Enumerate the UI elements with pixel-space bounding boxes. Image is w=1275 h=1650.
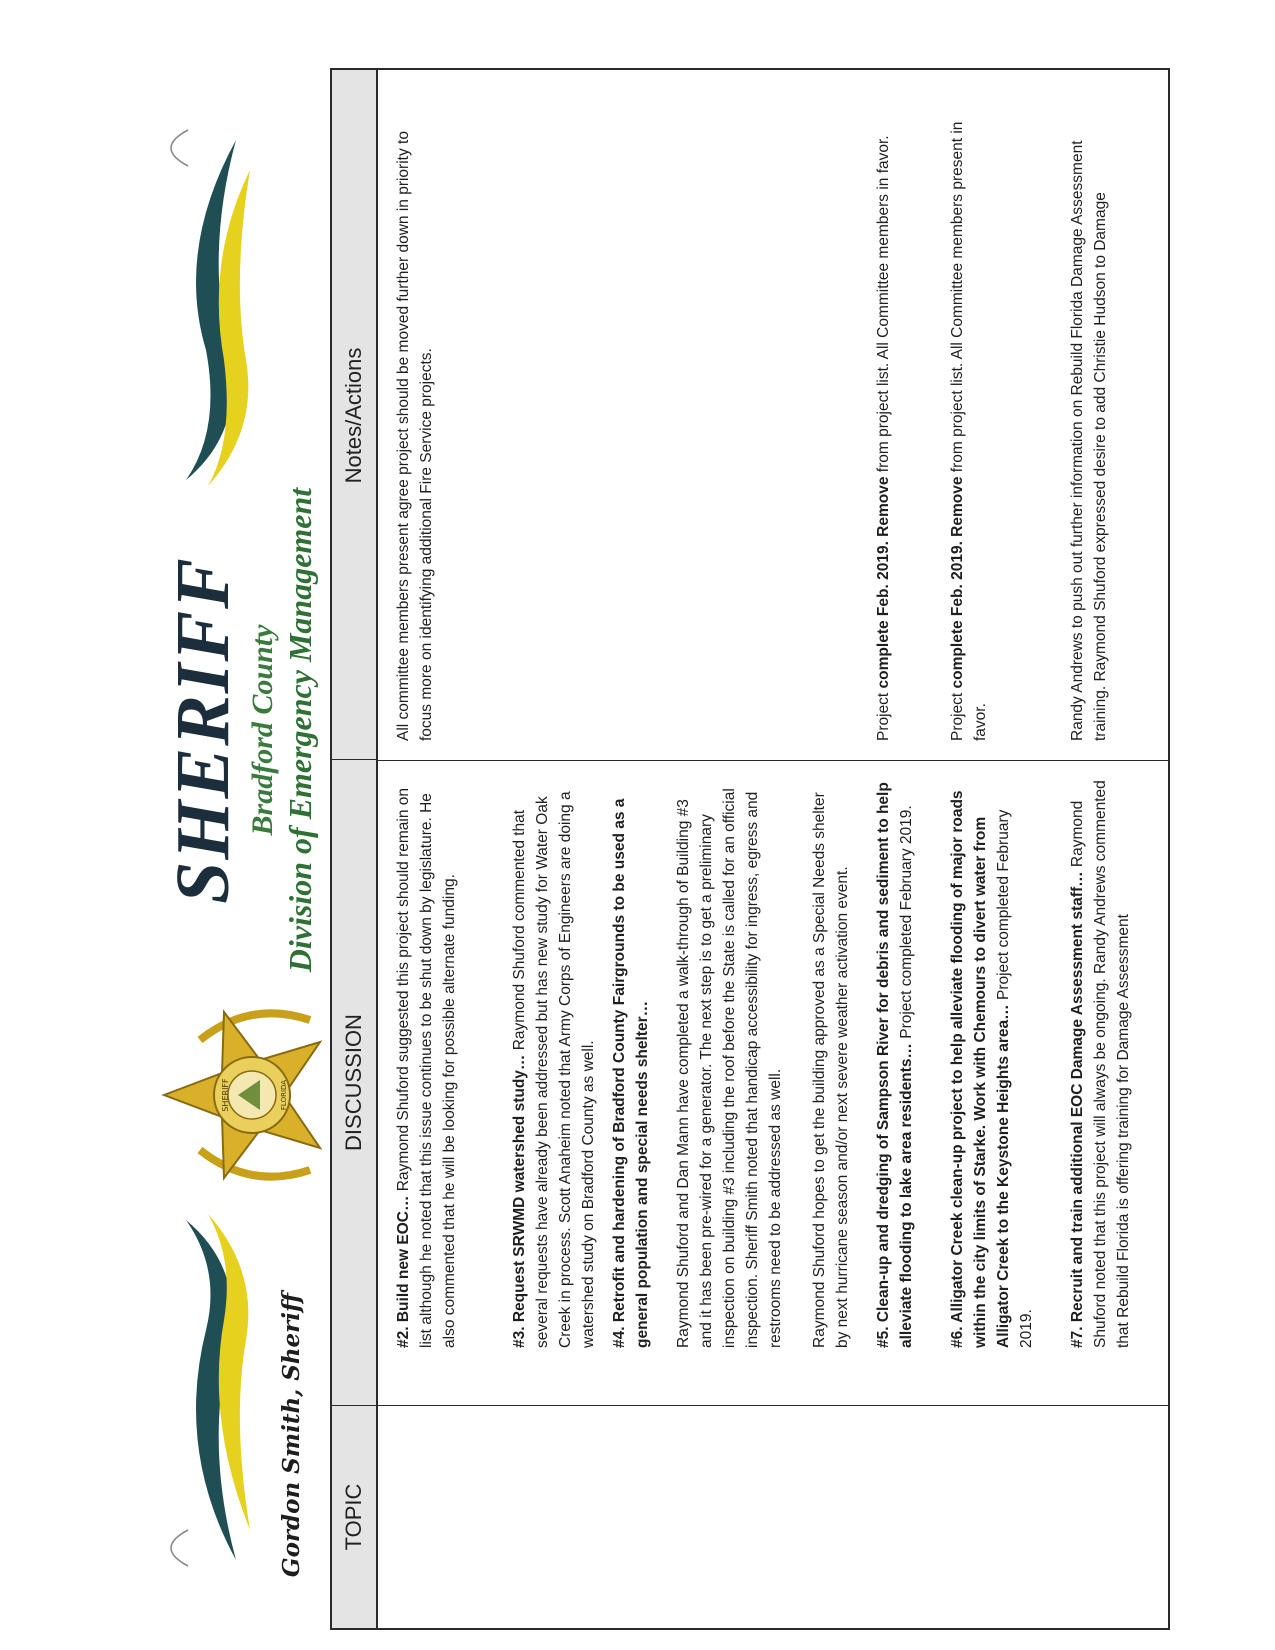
notes-item-5-mid <box>875 537 892 541</box>
sheriff-title: SHERIFF <box>161 556 245 904</box>
letterhead <box>160 68 330 1630</box>
sheriff-name: Gordon Smith, Sheriff <box>278 1292 305 1578</box>
discussion-item-3 <box>508 778 600 1348</box>
discussion-item-5 <box>872 778 918 1348</box>
discussion-column <box>376 760 1168 1406</box>
discussion-item-5-body: Project completed February 2019. <box>898 805 915 1044</box>
notes-column <box>376 70 1168 761</box>
svg-text:FLORIDA: FLORIDA <box>280 1079 288 1111</box>
topic-column <box>376 1405 1168 1628</box>
discussion-item-3-body: Raymond Shuford commented that several requests have already been addressed but has new study for Water Oak Creek in process. Scott Anaheim noted that Army Corps of Engineers are doing a watershed study on Bradford County as well. <box>511 791 597 1348</box>
discussion-item-7-title: #7. Recruit and train additional EOC Damage Assessment staff… <box>1069 871 1086 1348</box>
right-swoosh-logo <box>166 130 256 490</box>
discussion-item-4-body-2: Raymond Shuford hopes to get the building approved as a Special Needs shelter by next hurricane season and/or next severe weather activation event. <box>811 792 851 1348</box>
discussion-item-2-body: Raymond Shuford suggested this project should remain on list although he noted that this issue continues to be shut down by legislature. He also commented that he will be looking for possible alternate funding. <box>395 788 458 1348</box>
notes-item-5 <box>872 101 895 741</box>
notes-item-6-prefix: Project <box>949 688 966 741</box>
discussion-item-4-body-1: Raymond Shuford and Dan Mann have completed a walk-through of Building #3 and it has been pre-wired for a generator. The next step is to get a preliminary inspection on building #3 including the roof before the State is called for an official inspection. Sheriff Smith noted that handicap accessibility for ingress, egress and restrooms need to be addressed as well. <box>675 788 784 1348</box>
notes-item-2: All committee members present agree project should be moved further down in priority to focus more on identifying additional Fire Service projects. <box>395 131 435 741</box>
discussion-item-6-body: Project completed February 2019. <box>995 809 1035 1348</box>
notes-item-5-suffix: from project list. All Committee members in favor. <box>875 135 892 477</box>
discussion-item-6 <box>946 778 1038 1348</box>
notes-item-7: Randy Andrews to push out further information on Rebuild Florida Damage Assessment training. Raymond Shuford expressed desire to add Christie Hudson to Damage <box>1069 140 1109 741</box>
minutes-table <box>330 68 1170 1630</box>
discussion-item-4-title: #4. Retrofit and hardening of Bradford County Fairgrounds to be used as a general population and special needs shelter… <box>611 798 651 1348</box>
discussion-item-2 <box>392 778 461 1348</box>
notes-item-5-complete: complete Feb. 2019. <box>875 541 892 689</box>
discussion-item-2-title: #2. Build new EOC… <box>395 1195 412 1348</box>
notes-item-6-suffix: from project list. All Committee members present in favor. <box>949 121 989 741</box>
left-swoosh-logo <box>166 1210 256 1570</box>
discussion-item-6-title: #6. Alligator Creek clean-up project to help alleviate flooding of major roads within the city limits of Starke. Work with Chemours to divert water from Alligator Creek to the Keystone Heights area… <box>949 790 1012 1348</box>
discussion-item-3-title: #3. Request SRWMD watershed study… <box>511 1054 528 1348</box>
discussion-item-7 <box>1066 778 1135 1348</box>
notes-item-6-remove: Remove <box>949 476 966 537</box>
table-header-row <box>332 70 378 1628</box>
notes-item-6 <box>946 101 992 741</box>
column-header-discussion: DISCUSSION <box>332 759 376 1406</box>
discussion-item-5-title: #5. Clean-up and dredging of Sampson River for debris and sediment to help alleviate flooding to lake area residents… <box>875 782 915 1348</box>
division-name: Division of Emergency Management <box>282 487 318 973</box>
notes-item-5-remove: Remove <box>875 476 892 537</box>
discussion-item-4-title-block <box>608 778 654 1348</box>
column-header-topic: TOPIC <box>341 1483 366 1551</box>
notes-item-6-complete: complete Feb. 2019. <box>949 541 966 689</box>
notes-item-6-mid <box>949 537 966 541</box>
column-header-notes: Notes/Actions <box>341 347 366 484</box>
svg-text:SHERIFF: SHERIFF <box>221 1078 230 1112</box>
discussion-item-7-body: Raymond Shuford noted that this project will always be ongoing. Randy Andrews commented that Rebuild Florida is offering training for Damage Assessment <box>1069 780 1132 1348</box>
county-name: Bradford County <box>246 624 279 836</box>
notes-item-5-prefix: Project <box>875 688 892 741</box>
rotated-landscape-page <box>160 68 1170 1630</box>
